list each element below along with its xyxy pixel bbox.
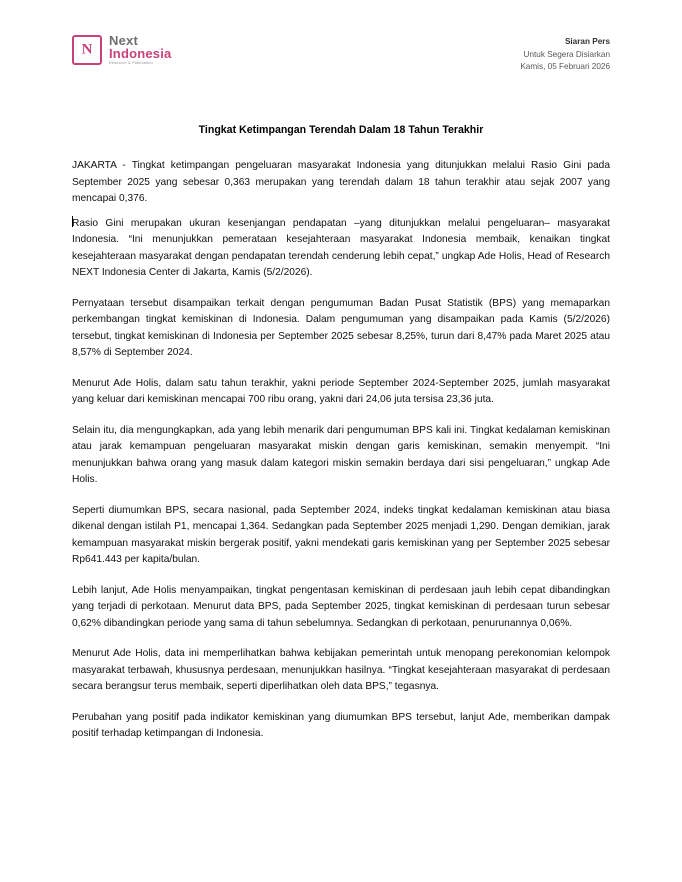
paragraph: Lebih lanjut, Ade Holis menyampaikan, tingkat pengentasan kemiskinan di perdesaan jauh lebih cepat dibandingkan yang terjadi di perkotaan. Menurut data BPS, pada September 2025, tingkat kemiskinan di perdesaan turun sebesar 0,62% dibandingkan periode yang sama di tahun sebelumnya. Sedangkan di perkotaan, penurunannya 0,06%. — [72, 584, 610, 629]
paragraph: Seperti diumumkan BPS, secara nasional, pada September 2024, indeks tingkat kedalaman kemiskinan atau biasa dikenal dengan istilah P1, mencapai 1,364. Sedangkan pada September 2025 menjadi 1,290. Dengan demikian, jarak kemampuan masyarakat miskin bergerak positif, yakni mendekati garis kemiskinan yang per September 2025 sebesar Rp641.443 per kapita/bulan. — [72, 504, 610, 566]
paragraph: Menurut Ade Holis, dalam satu tahun terakhir, yakni periode September 2024-September 2025, jumlah masyarakat yang keluar dari kemiskinan mencapai 700 ribu orang, yakni dari 24,06 juta tersisa 23,36 juta. — [72, 377, 610, 406]
logo-line-indonesia: Indonesia — [109, 46, 172, 62]
meta-siaran-pers: Siaran Pers — [564, 37, 610, 46]
document-body — [72, 158, 610, 743]
meta-date: Kamis, 05 Februari 2026 — [520, 62, 610, 72]
logo-text — [109, 34, 171, 65]
paragraph: Perubahan yang positif pada indikator kemiskinan yang diumumkan BPS tersebut, lanjut Ade, memberikan dampak positif terhadap ketimpangan di Indonesia. — [72, 711, 610, 740]
document-header — [72, 28, 610, 86]
press-release-meta — [520, 28, 610, 74]
paragraph: Rasio Gini merupakan ukuran kesenjangan pendapatan –yang ditunjukkan melalui pengeluaran– masyarakat Indonesia. “Ini menunjukkan pemerataan kesejahteraan masyarakat Indonesia membaik, kenaikan tingkat kesejahteraan masyarakat dengan pendapatan terendah cenderung lebih cepat,” ungkap Ade Holis, Head of Research NEXT Indonesia Center di Jakarta, Kamis (5/2/2026). — [72, 217, 610, 279]
page-title: Tingkat Ketimpangan Terendah Dalam 18 Tahun Terakhir — [198, 124, 484, 136]
logo-mark-icon — [72, 35, 102, 65]
logo-line-next: Next — [109, 33, 138, 48]
paragraph: Menurut Ade Holis, data ini memperlihatkan bahwa kebijakan pemerintah untuk menopang perekonomian kelompok masyarakat terbawah, khususnya perdesaan, menunjukkan hasilnya. “Tingkat kesejahteraan masyarakat di perdesaan secara berangsur terus membaik, seperti diperlihatkan oleh data BPS,” tegasnya. — [72, 648, 610, 693]
paragraph: Pernyataan tersebut disampaikan terkait dengan pengumuman Badan Pusat Statistik (BPS) yang memaparkan perkembangan tingkat kemiskinan di Indonesia. Dalam pengumuman yang disampaikan pada Kamis (5/2/2026) tersebut, tingkat kemiskinan di Indonesia per September 2025 sebesar 8,25%, turun dari 8,47% pada Maret 2025 atau 8,57% di September 2024. — [72, 297, 610, 359]
meta-embargo: Untuk Segera Disiarkan — [523, 49, 610, 59]
brand-logo — [72, 28, 171, 65]
paragraph: Selain itu, dia mengungkapkan, ada yang lebih menarik dari pengumuman BPS kali ini. Tingkat kedalaman kemiskinan atau jarak kemampuan pengeluaran masyarakat miskin dengan garis kemiskinan, semakin menyempit. “Ini menunjukkan bahwa orang yang masuk dalam kategori miskin semakin berdaya dari sisi pengeluaran,” ungkap Ade Holis. — [72, 424, 610, 486]
logo-tagline: Research & Publication — [109, 60, 153, 65]
paragraph: JAKARTA - Tingkat ketimpangan pengeluaran masyarakat Indonesia yang ditunjukkan melalui Rasio Gini pada September 2025 yang sebesar 0,363 merupakan yang terendah dalam 18 tahun terakhir atau sejak 2007 yang mencapai 0,376. — [72, 160, 610, 205]
